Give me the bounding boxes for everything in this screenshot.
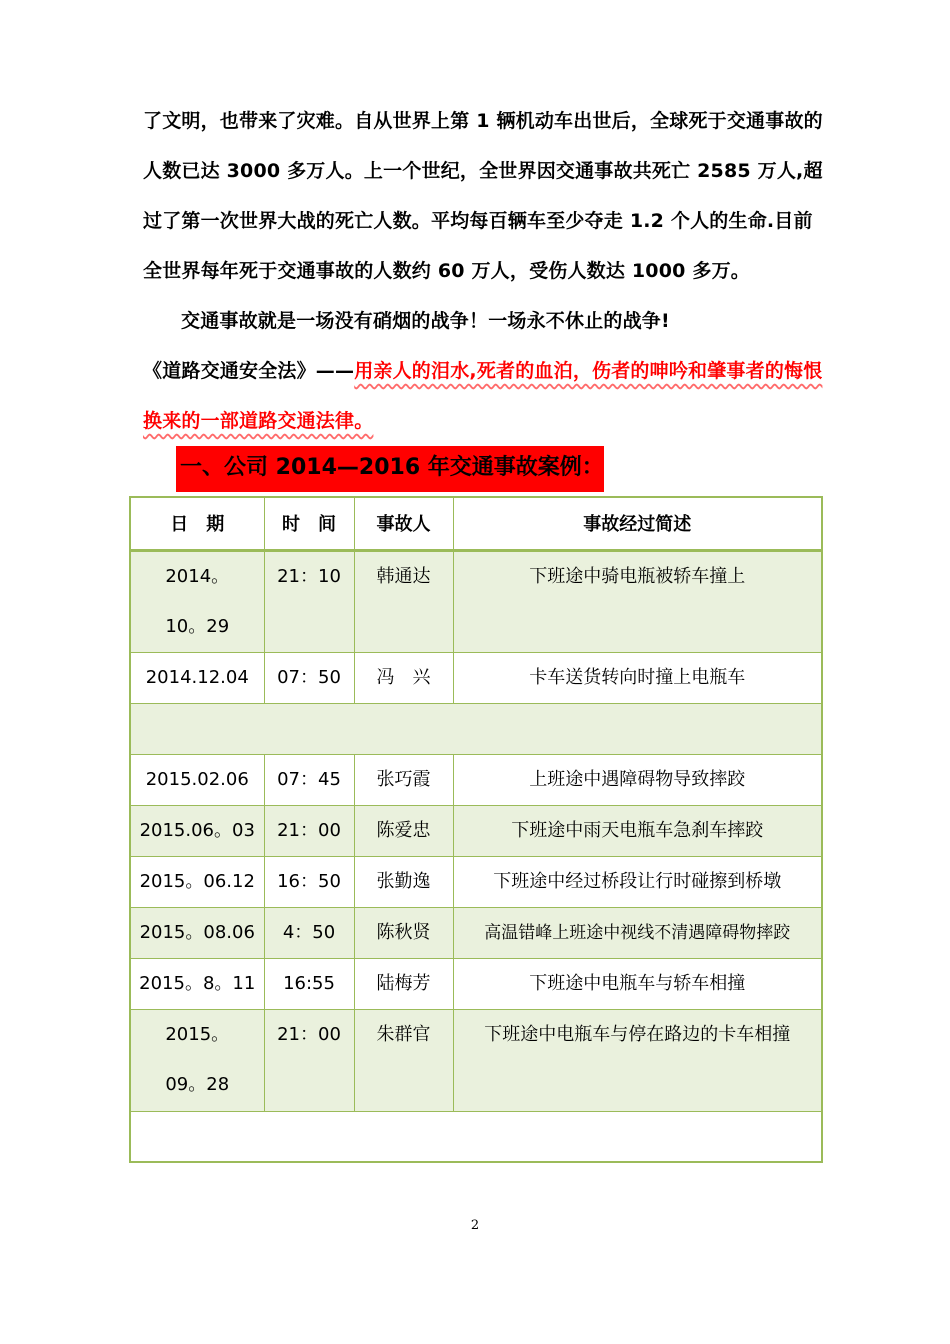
cell-date: 2015。09。28: [130, 1009, 264, 1111]
cell-description: 下班途中电瓶车与停在路边的卡车相撞: [453, 1009, 822, 1111]
cell-time: 21：00: [264, 805, 354, 856]
cell-time: 21：00: [264, 1009, 354, 1111]
table-row-empty: [130, 703, 822, 754]
cell-time: 07：45: [264, 754, 354, 805]
cell-time: 16:55: [264, 958, 354, 1009]
cell-person: 冯 兴: [354, 652, 453, 703]
header-description: 事故经过简述: [453, 497, 822, 550]
header-time: 时 间: [264, 497, 354, 550]
cell-time: 21：10: [264, 550, 354, 652]
cell-date: 2014。10。29: [130, 550, 264, 652]
cell-date: 2015.06。03: [130, 805, 264, 856]
cell-date: 2014.12.04: [130, 652, 264, 703]
cell-time: 16：50: [264, 856, 354, 907]
law-title: 《道路交通安全法》——: [143, 360, 355, 382]
cell-description: 下班途中骑电瓶被轿车撞上: [453, 550, 822, 652]
law-statement: [143, 346, 823, 446]
war-statement: 交通事故就是一场没有硝烟的战争！一场永不休止的战争!: [181, 310, 670, 332]
intro-paragraph: 了文明，也带来了灾难。自从世界上第 1 辆机动车出世后，全球死于交通事故的人数已达 3000 多万人。上一个世纪，全世界因交通事故共死亡 2585 万人,超过了第一次世界大战的死亡人数。平均每百辆车至少夺走 1.2 个人的生命.目前全世界每年死于交通事故的人数约 60 万人，受伤人数达 1000 多万。: [143, 110, 823, 282]
cell-description: 卡车送货转向时撞上电瓶车: [453, 652, 822, 703]
table-row-empty: [130, 1111, 822, 1162]
cell-person: 张巧霞: [354, 754, 453, 805]
header-person: 事故人: [354, 497, 453, 550]
table-row: [130, 550, 822, 652]
cell-person: 朱群官: [354, 1009, 453, 1111]
header-date: 日 期: [130, 497, 264, 550]
cell-person: 韩通达: [354, 550, 453, 652]
table-row: [130, 856, 822, 907]
accident-table: [129, 496, 823, 1163]
cell-time: 07：50: [264, 652, 354, 703]
cell-description: 高温错峰上班途中视线不清遇障碍物摔跤: [453, 907, 822, 958]
cell-description: 下班途中经过桥段让行时碰擦到桥墩: [453, 856, 822, 907]
cell-description: 下班途中雨天电瓶车急刹车摔跤: [453, 805, 822, 856]
cell-date: 2015.02.06: [130, 754, 264, 805]
cell-description: 上班途中遇障碍物导致摔跤: [453, 754, 822, 805]
cell-description: 下班途中电瓶车与轿车相撞: [453, 958, 822, 1009]
table-row: [130, 1009, 822, 1111]
table-row: [130, 754, 822, 805]
table-row: [130, 907, 822, 958]
cell-empty: [130, 703, 822, 754]
table-row: [130, 652, 822, 703]
cell-empty: [130, 1111, 822, 1162]
cell-person: 陈秋贤: [354, 907, 453, 958]
table-row: [130, 805, 822, 856]
section-heading: 一、公司 2014—2016 年交通事故案例：: [176, 446, 604, 492]
table-row: [130, 958, 822, 1009]
cell-date: 2015。06.12: [130, 856, 264, 907]
law-description: 用亲人的泪水,死者的血泊，伤者的呻吟和肇事者的悔恨换来的一部道路交通法律。: [143, 360, 823, 432]
cell-date: 2015。08.06: [130, 907, 264, 958]
cell-time: 4：50: [264, 907, 354, 958]
cell-date: 2015。8。11: [130, 958, 264, 1009]
cell-person: 陈爱忠: [354, 805, 453, 856]
page-number: 2: [470, 1218, 480, 1233]
cell-person: 张勤逸: [354, 856, 453, 907]
cell-person: 陆梅芳: [354, 958, 453, 1009]
table-header-row: [130, 497, 822, 550]
